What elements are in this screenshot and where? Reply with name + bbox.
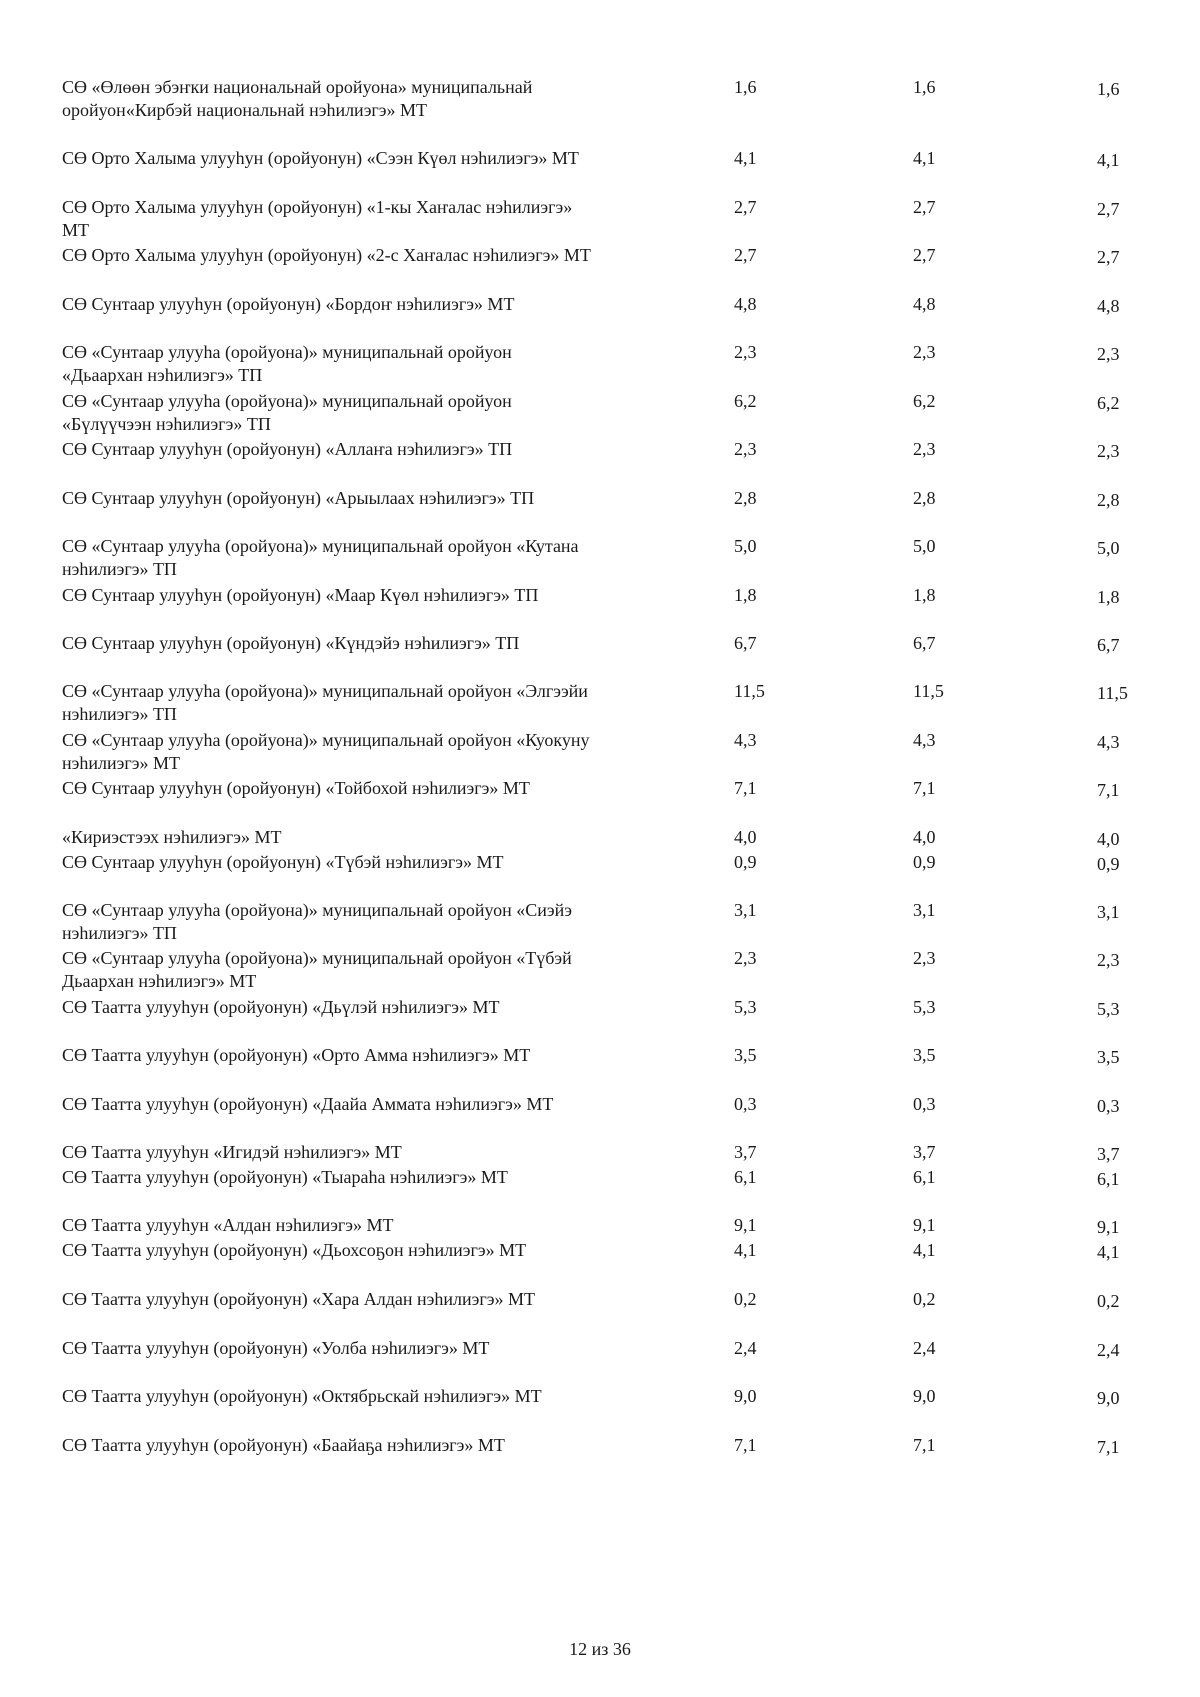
row-name: СӨ «Сунтаар улууһа (оройуона)» муниципальнай оройуон «Дьаархан нэһилиэгэ» ТП — [62, 342, 512, 385]
value-col-1: 4,3 — [734, 730, 757, 750]
row-name: СӨ Таатта улууһун (оройуонун) «Октябрьскай нэһилиэгэ» МТ — [62, 1386, 542, 1406]
row-name: СӨ Таатта улууһун «Игидэй нэһилиэгэ» МТ — [62, 1142, 402, 1162]
value-col-1: 2,3 — [734, 948, 757, 968]
value-col-1: 7,1 — [734, 778, 757, 798]
row-name: СӨ Таатта улууһун (оройуонун) «Даайа Аммата нэһилиэгэ» МТ — [62, 1094, 554, 1114]
value-col-3: 4,3 — [1097, 732, 1120, 752]
value-col-1: 4,0 — [734, 827, 757, 847]
value-col-3: 7,1 — [1097, 780, 1120, 800]
value-col-3: 4,8 — [1097, 296, 1120, 316]
value-col-2: 2,4 — [913, 1338, 936, 1358]
row-name: СӨ «Сунтаар улууһа (оройуона)» муниципальнай оройуон «Сиэйэ нэһилиэгэ» ТП — [62, 900, 572, 943]
value-col-3: 6,7 — [1097, 635, 1120, 655]
row-name: СӨ Таатта улууһун (оройуонун) «Хара Алдан нэһилиэгэ» МТ — [62, 1289, 535, 1309]
value-col-3: 3,5 — [1097, 1047, 1120, 1067]
row-name: СӨ Сунтаар улууһун (оройуонун) «Арыылаах нэһилиэгэ» ТП — [62, 488, 535, 508]
value-col-1: 3,5 — [734, 1045, 757, 1065]
value-col-1: 1,8 — [734, 585, 757, 605]
row-name: СӨ Таатта улууһун (оройуонун) «Баайаҕа нэһилиэгэ» МТ — [62, 1435, 505, 1455]
value-col-2: 2,3 — [913, 439, 936, 459]
value-col-2: 2,8 — [913, 488, 936, 508]
value-col-3: 5,0 — [1097, 538, 1120, 558]
value-col-1: 7,1 — [734, 1435, 757, 1455]
row-name: СӨ Сунтаар улууһун (оройуонун) «Маар Күөл нэһилиэгэ» ТП — [62, 585, 539, 605]
row-name: СӨ «Сунтаар улууһа (оройуона)» муниципальнай оройуон «Элгээйи нэһилиэгэ» ТП — [62, 681, 588, 724]
value-col-3: 6,1 — [1097, 1169, 1120, 1189]
row-name: СӨ Орто Халыма улууһун (оройуонун) «1-кы Хаҥалас нэһилиэгэ» МТ — [62, 197, 573, 240]
value-col-1: 2,4 — [734, 1338, 757, 1358]
value-col-2: 5,0 — [913, 536, 936, 556]
value-col-2: 6,7 — [913, 633, 936, 653]
value-col-1: 11,5 — [734, 681, 765, 701]
value-col-2: 4,3 — [913, 730, 936, 750]
value-col-1: 5,0 — [734, 536, 757, 556]
value-col-3: 2,7 — [1097, 199, 1120, 219]
value-col-3: 1,8 — [1097, 587, 1120, 607]
value-col-2: 2,3 — [913, 948, 936, 968]
value-col-1: 5,3 — [734, 997, 757, 1017]
value-col-3: 9,0 — [1097, 1388, 1120, 1408]
row-name: СӨ Таатта улууһун (оройуонун) «Уолба нэһилиэгэ» МТ — [62, 1338, 490, 1358]
value-col-2: 4,1 — [913, 148, 936, 168]
value-col-2: 3,7 — [913, 1142, 936, 1162]
value-col-2: 9,0 — [913, 1386, 936, 1406]
row-name: СӨ Сунтаар улууһун (оройуонун) «Түбэй нэһилиэгэ» МТ — [62, 852, 504, 872]
value-col-1: 4,1 — [734, 1240, 757, 1260]
row-name: СӨ Орто Халыма улууһун (оройуонун) «2-с Хаҥалас нэһилиэгэ» МТ — [62, 245, 591, 265]
row-name: СӨ Сунтаар улууһун (оройуонун) «Тойбохой нэһилиэгэ» МТ — [62, 778, 530, 798]
row-name: СӨ Сунтаар улууһун (оройуонун) «Аллаҥа нэһилиэгэ» ТП — [62, 439, 513, 459]
value-col-3: 0,9 — [1097, 854, 1120, 874]
value-col-3: 2,3 — [1097, 441, 1120, 461]
value-col-3: 9,1 — [1097, 1217, 1120, 1237]
value-col-1: 2,3 — [734, 439, 757, 459]
value-col-1: 6,2 — [734, 391, 757, 411]
value-col-2: 11,5 — [913, 681, 944, 701]
value-col-3: 4,1 — [1097, 1242, 1120, 1262]
value-col-3: 2,8 — [1097, 490, 1120, 510]
value-col-2: 2,7 — [913, 245, 936, 265]
row-name: СӨ «Өлөөн эбэҥки национальнай оройуона» муниципальнай оройуон«Кирбэй национальнай нэһилиэгэ» МТ — [62, 77, 533, 120]
value-col-2: 0,3 — [913, 1094, 936, 1114]
value-col-1: 4,8 — [734, 294, 757, 314]
value-col-2: 0,9 — [913, 852, 936, 872]
value-col-1: 6,1 — [734, 1167, 757, 1187]
value-col-2: 2,7 — [913, 197, 936, 217]
value-col-2: 7,1 — [913, 778, 936, 798]
value-col-3: 4,0 — [1097, 829, 1120, 849]
value-col-3: 5,3 — [1097, 999, 1120, 1019]
value-col-3: 4,1 — [1097, 150, 1120, 170]
value-col-2: 5,3 — [913, 997, 936, 1017]
row-name: СӨ «Сунтаар улууһа (оройуона)» муниципальнай оройуон «Түбэй Дьаархан нэһилиэгэ» МТ — [62, 948, 572, 991]
row-name: СӨ Таатта улууһун «Алдан нэһилиэгэ» МТ — [62, 1215, 394, 1235]
row-name: СӨ «Сунтаар улууһа (оройуона)» муниципальнай оройуон «Кутана нэһилиэгэ» ТП — [62, 536, 579, 579]
value-col-2: 2,3 — [913, 342, 936, 362]
value-col-1: 2,7 — [734, 197, 757, 217]
value-col-2: 4,8 — [913, 294, 936, 314]
value-col-2: 6,2 — [913, 391, 936, 411]
value-col-1: 2,8 — [734, 488, 757, 508]
value-col-2: 6,1 — [913, 1167, 936, 1187]
value-col-3: 0,2 — [1097, 1291, 1120, 1311]
row-name: СӨ Орто Халыма улууһун (оройуонун) «Сээн Күөл нэһилиэгэ» МТ — [62, 148, 579, 168]
value-col-1: 0,2 — [734, 1289, 757, 1309]
row-name: СӨ Таатта улууһун (оройуонун) «Тыараһа нэһилиэгэ» МТ — [62, 1167, 508, 1187]
value-col-2: 1,6 — [913, 77, 936, 97]
row-name: СӨ Таатта улууһун (оройуонун) «Дьүлэй нэһилиэгэ» МТ — [62, 997, 500, 1017]
value-col-1: 9,0 — [734, 1386, 757, 1406]
value-col-1: 2,3 — [734, 342, 757, 362]
value-col-3: 7,1 — [1097, 1437, 1120, 1457]
value-col-1: 4,1 — [734, 148, 757, 168]
row-name: «Кириэстээх нэһилиэгэ» МТ — [62, 827, 282, 847]
row-name: СӨ «Сунтаар улууһа (оройуона)» муниципальнай оройуон «Бүлүүчээн нэһилиэгэ» ТП — [62, 391, 512, 434]
value-col-1: 1,6 — [734, 77, 757, 97]
value-col-3: 3,7 — [1097, 1144, 1120, 1164]
page-number: 12 из 36 — [569, 1639, 631, 1659]
value-col-2: 9,1 — [913, 1215, 936, 1235]
value-col-3: 2,3 — [1097, 344, 1120, 364]
value-col-1: 2,7 — [734, 245, 757, 265]
value-col-2: 4,0 — [913, 827, 936, 847]
value-col-3: 2,3 — [1097, 950, 1120, 970]
row-name: СӨ Сунтаар улууһун (оройуонун) «Күндэйэ нэһилиэгэ» ТП — [62, 633, 520, 653]
value-col-2: 7,1 — [913, 1435, 936, 1455]
value-col-3: 11,5 — [1097, 683, 1128, 703]
value-col-1: 3,1 — [734, 900, 757, 920]
row-name: СӨ Таатта улууһун (оройуонун) «Дьохсоҕон нэһилиэгэ» МТ — [62, 1240, 527, 1260]
row-name: СӨ «Сунтаар улууһа (оройуона)» муниципальнай оройуон «Куокуну нэһилиэгэ» МТ — [62, 730, 590, 773]
value-col-3: 2,4 — [1097, 1340, 1120, 1360]
value-col-1: 0,9 — [734, 852, 757, 872]
value-col-2: 3,5 — [913, 1045, 936, 1065]
value-col-1: 0,3 — [734, 1094, 757, 1114]
value-col-3: 2,7 — [1097, 247, 1120, 267]
value-col-3: 0,3 — [1097, 1096, 1120, 1116]
value-col-2: 3,1 — [913, 900, 936, 920]
row-name: СӨ Сунтаар улууһун (оройуонун) «Бордоҥ нэһилиэгэ» МТ — [62, 294, 515, 314]
value-col-2: 0,2 — [913, 1289, 936, 1309]
value-col-1: 9,1 — [734, 1215, 757, 1235]
value-col-1: 3,7 — [734, 1142, 757, 1162]
value-col-3: 6,2 — [1097, 393, 1120, 413]
value-col-3: 3,1 — [1097, 902, 1120, 922]
value-col-2: 1,8 — [913, 585, 936, 605]
value-col-1: 6,7 — [734, 633, 757, 653]
value-col-2: 4,1 — [913, 1240, 936, 1260]
row-name: СӨ Таатта улууһун (оройуонун) «Орто Амма нэһилиэгэ» МТ — [62, 1045, 531, 1065]
value-col-3: 1,6 — [1097, 79, 1120, 99]
